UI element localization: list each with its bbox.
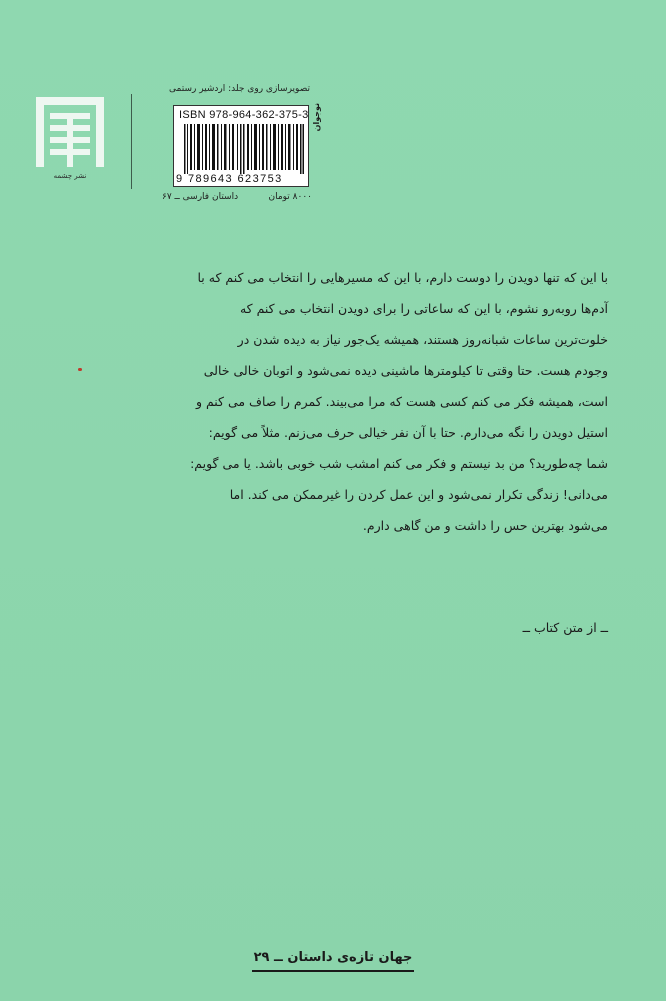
genre-number: داستان فارسی ــ ۶۷ xyxy=(162,192,239,202)
logo-divider xyxy=(131,94,132,189)
blurb-line: است، همیشه فکر می کنم کسی هست که مرا می‌بیند. کمرم را صاف می کنم و xyxy=(195,394,608,409)
blurb-line: خلوت‌ترین ساعات شبانه‌روز هستند، همیشه یک‌جور نیاز به دیده شدن در xyxy=(237,332,608,347)
blurb-line: وجودم هست. حتا وقتی تا کیلومترها ماشینی دیده نمی‌شود و اتوبان خالی خالی xyxy=(203,363,608,378)
cover-illustration-credit: تصویرسازی روی جلد: اردشیر رستمی xyxy=(169,84,310,94)
blurb-line: شما چه‌طورید؟ من بد نیستم و فکر می کنم امشب شب خوبی باشد. یا می گویم: xyxy=(190,456,608,471)
blurb-line: می‌دانی! زندگی تکرار نمی‌شود و این عمل کردن را غیرممکن می کند. اما xyxy=(229,487,608,502)
barcode-bars-icon xyxy=(184,124,304,174)
blurb-line: می‌شود بهترین حس را داشت و من گاهی دارم. xyxy=(362,518,608,533)
blurb-line: استیل دویدن را نگه می‌دارم. حتا با آن نفر خیالی حرف می‌زنم. مثلاً می گویم: xyxy=(208,425,608,440)
blurb-text xyxy=(150,262,608,541)
ean-number: 9 789643 623753 xyxy=(176,173,283,185)
series-underline xyxy=(252,970,414,972)
speck xyxy=(78,368,82,371)
publisher-name: نشر چشمه xyxy=(53,172,87,180)
blurb-line: با این که تنها دویدن را دوست دارم، با این که مسیرهایی را انتخاب می کنم که با xyxy=(197,270,608,285)
barcode xyxy=(173,105,309,187)
series-side-label: نوجوان xyxy=(312,103,321,132)
price-genre-line xyxy=(162,192,312,202)
series-title: جهان تازه‌ی داستان ــ ۲۹ xyxy=(253,950,413,965)
price: ۸۰۰۰ تومان xyxy=(268,192,312,202)
isbn-text: ISBN 978-964-362-375-3 xyxy=(179,109,309,121)
blurb-line: آدم‌ها روبه‌رو نشوم، با این که ساعاتی را برای دویدن انتخاب می کنم که xyxy=(239,301,608,316)
from-book-attribution: ــ از متن کتاب ــ xyxy=(522,620,608,635)
